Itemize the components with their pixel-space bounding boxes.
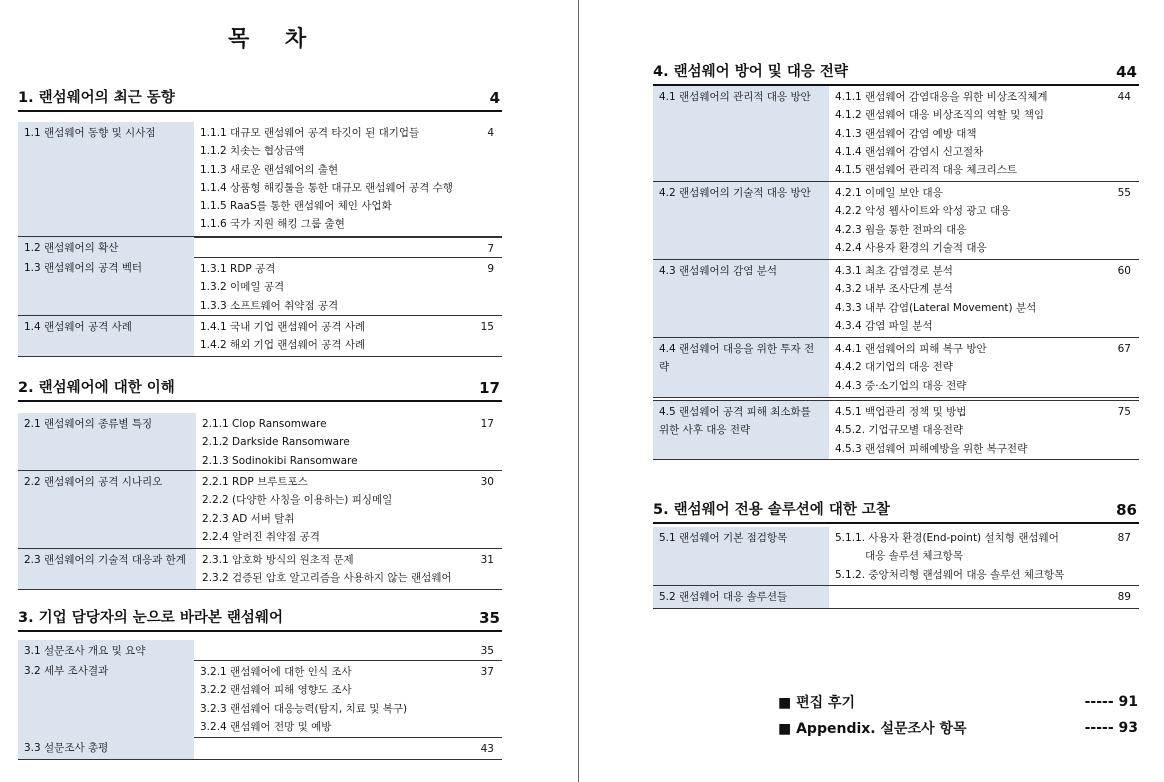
toc-item[interactable]: 4.3.4 감염 파일 분석 bbox=[835, 319, 933, 332]
group-label: 1.4 랜섬웨어 공격 사례 bbox=[18, 316, 194, 356]
group-label: 2.1 랜섬웨어의 종류별 특징 bbox=[18, 413, 196, 470]
group-label: 1.1 랜섬웨어 동향 및 시사점 bbox=[18, 122, 194, 236]
toc-item[interactable]: 3.2.1 랜섬웨어에 대한 인식 조사 bbox=[200, 666, 352, 678]
group-items bbox=[194, 737, 502, 759]
page-title: 목 차 bbox=[228, 27, 321, 52]
extra-label: ■ 편집 후기 bbox=[778, 695, 856, 711]
toc-item[interactable]: 4.4.1 랜섬웨어의 피해 복구 방안 bbox=[835, 343, 987, 355]
toc-item[interactable]: 2.3.1 암호화 방식의 원초적 문제 bbox=[202, 554, 354, 566]
group-page: 17 bbox=[480, 418, 494, 430]
toc-section-2 bbox=[18, 376, 502, 590]
section-page: 35 bbox=[479, 609, 500, 627]
group-label: 2.2 랜섬웨어의 공격 시나리오 bbox=[18, 471, 196, 548]
toc-item[interactable]: 대응 솔루션 체크항목 bbox=[865, 550, 963, 563]
toc-group[interactable] bbox=[18, 237, 502, 257]
toc-item[interactable]: 1.1.5 RaaS를 통한 랜섬웨어 체인 사업화 bbox=[200, 200, 392, 213]
section-title: 2. 랜섬웨어에 대한 이해 bbox=[18, 380, 175, 396]
section-heading[interactable] bbox=[18, 376, 502, 402]
group-page: 15 bbox=[480, 321, 494, 333]
toc-item[interactable]: 4.4.3 중·소기업의 대응 전략 bbox=[835, 379, 967, 392]
toc-group[interactable] bbox=[653, 401, 1139, 460]
toc-item[interactable]: 1.1.3 새로운 랜섬웨어의 출현 bbox=[200, 163, 339, 176]
group-label: 2.3 랜섬웨어의 기술적 대응과 한계 bbox=[18, 549, 196, 589]
group-page: 4 bbox=[487, 127, 494, 139]
toc-item[interactable]: 2.1.2 Darkside Ransomware bbox=[202, 436, 350, 449]
group-page: 43 bbox=[480, 743, 494, 755]
toc-group[interactable] bbox=[18, 257, 502, 316]
group-label: 5.2 랜섬웨어 대응 솔루션들 bbox=[653, 586, 829, 608]
group-items bbox=[829, 86, 1139, 181]
group-page: 87 bbox=[1117, 532, 1131, 544]
section-page: 4 bbox=[489, 89, 500, 107]
toc-item[interactable]: 5.1.1. 사용자 환경(End-point) 설치형 랜섬웨어 bbox=[835, 532, 1059, 544]
group-label: 3.2 세부 조사결과 bbox=[18, 660, 194, 737]
group-items bbox=[829, 182, 1139, 259]
toc-section-4 bbox=[653, 60, 1139, 460]
toc-group[interactable] bbox=[18, 316, 502, 357]
toc-section-1 bbox=[18, 86, 502, 357]
toc-item[interactable]: 4.5.1 백업관리 정책 및 방법 bbox=[835, 406, 967, 418]
toc-group[interactable] bbox=[18, 737, 502, 760]
toc-group[interactable] bbox=[18, 660, 502, 737]
toc-group[interactable] bbox=[653, 182, 1139, 260]
group-label: 4.5 랜섬웨어 공격 피해 최소화를 위한 사후 대응 전략 bbox=[653, 401, 829, 459]
section-heading[interactable] bbox=[653, 60, 1139, 86]
group-label: 4.1 랜섬웨어의 관리적 대응 방안 bbox=[653, 86, 829, 181]
toc-group[interactable] bbox=[653, 527, 1139, 586]
toc-item[interactable]: 4.1.2 랜섬웨어 대응 비상조직의 역할 및 책임 bbox=[835, 109, 1045, 122]
toc-item[interactable]: 4.1.4 랜섬웨어 감염시 신고절차 bbox=[835, 145, 984, 158]
toc-section-3 bbox=[18, 606, 502, 760]
toc-item[interactable]: 1.3.1 RDP 공격 bbox=[200, 263, 276, 275]
group-label: 5.1 랜섬웨어 기본 점검항목 bbox=[653, 527, 829, 585]
group-label: 1.3 랜섬웨어의 공격 벡터 bbox=[18, 257, 194, 315]
group-label: 4.2 랜섬웨어의 기술적 대응 방안 bbox=[653, 182, 829, 259]
group-items bbox=[196, 471, 502, 548]
group-page: 31 bbox=[480, 554, 494, 566]
group-page: 37 bbox=[480, 666, 494, 678]
section-page: 44 bbox=[1116, 63, 1137, 81]
toc-item[interactable]: 2.1.1 Clop Ransomware bbox=[202, 418, 327, 430]
toc-item[interactable]: 1.4.1 국내 기업 랜섬웨어 공격 사례 bbox=[200, 321, 366, 333]
group-items bbox=[196, 549, 502, 589]
toc-item[interactable]: 1.1.6 국가 지원 해킹 그룹 출현 bbox=[200, 218, 345, 231]
section-title: 1. 랜섬웨어의 최근 동향 bbox=[18, 90, 175, 106]
group-page: 35 bbox=[480, 645, 494, 657]
toc-item[interactable]: 1.1.2 치솟는 협상금액 bbox=[200, 145, 305, 158]
section-page: 17 bbox=[479, 379, 500, 397]
group-label: 1.2 랜섬웨어의 확산 bbox=[18, 237, 194, 257]
toc-item[interactable]: 4.2.1 이메일 보안 대응 bbox=[835, 187, 943, 199]
toc-item[interactable]: 4.2.3 웜을 통한 전파의 대응 bbox=[835, 223, 967, 236]
section-page: 86 bbox=[1116, 501, 1137, 519]
group-label: 4.4 랜섬웨어 대응을 위한 투자 전략 bbox=[653, 338, 829, 397]
extra-label: ■ Appendix. 설문조사 항목 bbox=[778, 721, 967, 737]
toc-item[interactable]: 3.2.2 랜섬웨어 피해 영향도 조사 bbox=[200, 684, 352, 697]
extra-page: ----- 91 bbox=[1084, 694, 1138, 710]
toc-item[interactable]: 5.1.2. 중앙처리형 랜섬웨어 대응 솔루션 체크항목 bbox=[835, 568, 1065, 581]
toc-item[interactable]: 2.3.2 검증된 암호 알고리즘을 사용하지 않는 랜섬웨어 bbox=[202, 572, 452, 585]
group-label: 4.3 랜섬웨어의 감염 분석 bbox=[653, 260, 829, 337]
toc-item[interactable]: 1.1.1 대규모 랜섬웨어 공격 타깃이 된 대기업들 bbox=[200, 127, 420, 139]
toc-item[interactable]: 4.2.4 사용자 환경의 기술적 대응 bbox=[835, 241, 987, 254]
section-title: 3. 기업 담당자의 눈으로 바라본 랜섬웨어 bbox=[18, 610, 283, 626]
toc-item[interactable]: 4.3.2 내부 조사단계 분석 bbox=[835, 283, 953, 296]
group-page: 67 bbox=[1117, 343, 1131, 355]
toc-group[interactable] bbox=[653, 260, 1139, 338]
toc-item[interactable]: 2.1.3 Sodinokibi Ransomware bbox=[202, 454, 358, 467]
page-divider bbox=[578, 0, 579, 782]
toc-group[interactable] bbox=[18, 471, 502, 549]
toc-group[interactable] bbox=[18, 640, 502, 660]
toc-group[interactable] bbox=[18, 413, 502, 471]
group-page: 44 bbox=[1117, 91, 1131, 103]
group-items bbox=[194, 660, 502, 737]
extra-item[interactable] bbox=[778, 715, 1138, 741]
section-title: 4. 랜섬웨어 방어 및 대응 전략 bbox=[653, 64, 848, 80]
toc-group[interactable] bbox=[653, 586, 1139, 609]
section-heading[interactable] bbox=[653, 498, 1139, 524]
group-items bbox=[194, 257, 502, 315]
section-heading[interactable] bbox=[18, 606, 502, 632]
toc-item[interactable]: 4.3.1 최초 감염경로 분석 bbox=[835, 265, 953, 277]
extras-list bbox=[778, 689, 1138, 741]
group-items bbox=[196, 413, 502, 470]
toc-item[interactable]: 3.2.3 랜섬웨어 대응능력(탐지, 치료 및 복구) bbox=[200, 702, 408, 715]
group-items bbox=[194, 316, 502, 356]
group-label: 3.1 설문조사 개요 및 요약 bbox=[18, 640, 194, 660]
group-items bbox=[829, 586, 1139, 608]
toc-item[interactable]: 4.1.1 랜섬웨어 감염대응을 위한 비상조직체계 bbox=[835, 91, 1048, 103]
toc-group[interactable] bbox=[18, 122, 502, 237]
toc-section-5 bbox=[653, 498, 1139, 609]
toc-item[interactable]: 4.1.5 랜섬웨어 관리적 대응 체크리스트 bbox=[835, 164, 1018, 177]
extra-page: ----- 93 bbox=[1084, 720, 1138, 736]
group-items bbox=[829, 338, 1139, 397]
group-page: 7 bbox=[487, 243, 494, 255]
group-items bbox=[829, 401, 1139, 459]
group-page: 89 bbox=[1117, 591, 1131, 603]
toc-item[interactable]: 4.4.2 대기업의 대응 전략 bbox=[835, 361, 953, 374]
toc-item[interactable]: 4.2.2 악성 웹사이트와 악성 광고 대응 bbox=[835, 205, 1011, 218]
toc-item[interactable]: 1.3.2 이메일 공격 bbox=[200, 281, 285, 294]
group-items bbox=[194, 122, 502, 236]
group-page: 55 bbox=[1117, 187, 1131, 199]
toc-group[interactable] bbox=[653, 86, 1139, 182]
section-title: 5. 랜섬웨어 전용 솔루션에 대한 고찰 bbox=[653, 502, 890, 518]
toc-item[interactable]: 1.4.2 해외 기업 랜섬웨어 공격 사례 bbox=[200, 339, 366, 352]
group-page: 9 bbox=[487, 263, 494, 275]
group-items bbox=[194, 640, 502, 660]
toc-item[interactable]: 3.2.4 랜섬웨어 전망 및 예방 bbox=[200, 720, 332, 733]
toc-item[interactable]: 4.1.3 랜섬웨어 감염 예방 대책 bbox=[835, 127, 977, 140]
extra-item[interactable] bbox=[778, 689, 1138, 715]
group-label: 3.3 설문조사 총평 bbox=[18, 737, 194, 759]
toc-item[interactable]: 4.3.3 내부 감염(Lateral Movement) 분석 bbox=[835, 301, 1037, 314]
toc-item[interactable]: 2.2.4 알려진 취약점 공격 bbox=[202, 530, 320, 543]
group-page: 60 bbox=[1117, 265, 1131, 277]
toc-item[interactable]: 1.1.4 상품형 해킹툴을 통한 대규모 랜섬웨어 공격 수행 bbox=[200, 181, 453, 194]
toc-item[interactable]: 2.2.3 AD 서버 탈취 bbox=[202, 512, 295, 525]
toc-group[interactable] bbox=[18, 549, 502, 590]
group-items bbox=[829, 260, 1139, 337]
section-heading[interactable] bbox=[18, 86, 502, 112]
toc-item[interactable]: 4.5.3 랜섬웨어 피해예방을 위한 복구전략 bbox=[835, 442, 1028, 455]
toc-item[interactable]: 2.2.2 (다양한 사칭을 이용하는) 피싱메일 bbox=[202, 494, 393, 507]
group-items bbox=[829, 527, 1139, 585]
toc-item[interactable]: 2.2.1 RDP 브루트포스 bbox=[202, 476, 308, 488]
toc-item[interactable]: 4.5.2. 기업규모별 대응전략 bbox=[835, 424, 964, 437]
group-page: 75 bbox=[1117, 406, 1131, 418]
group-page: 30 bbox=[480, 476, 494, 488]
group-items bbox=[194, 237, 502, 257]
toc-item[interactable]: 1.3.3 소프트웨어 취약점 공격 bbox=[200, 299, 339, 312]
toc-group[interactable] bbox=[653, 338, 1139, 398]
